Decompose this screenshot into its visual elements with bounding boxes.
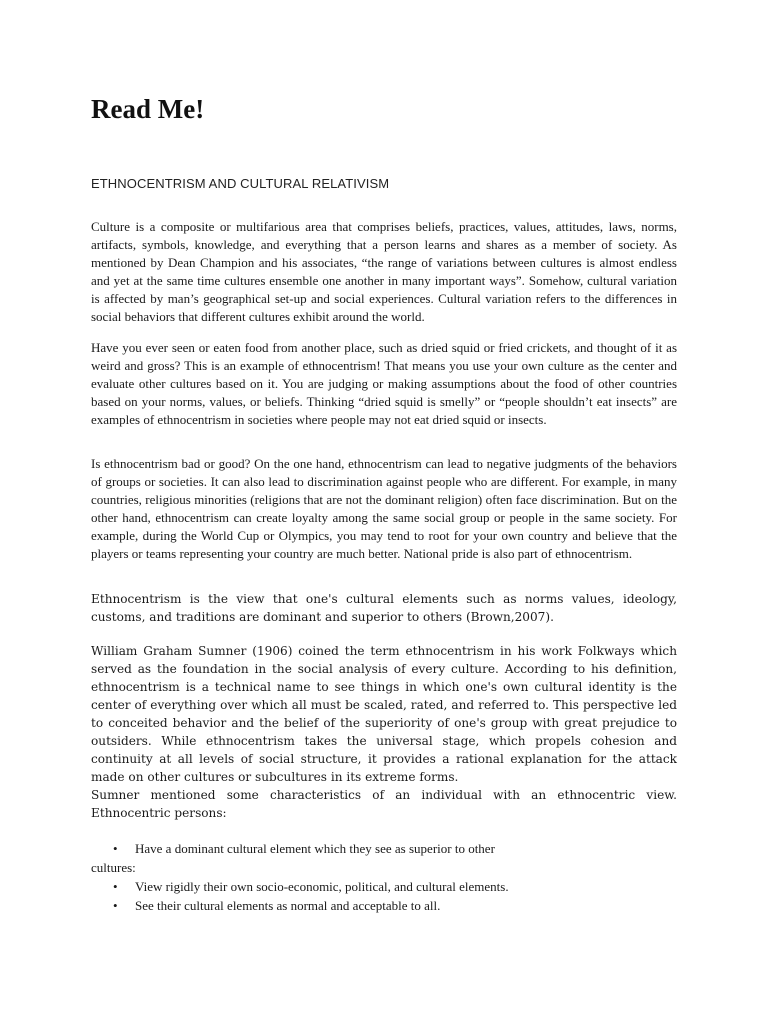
paragraph-definition <box>91 590 677 626</box>
list-item-text: Have a dominant cultural element which they see as superior to other <box>135 841 495 856</box>
paragraph-sumner <box>91 642 677 822</box>
bullet-icon: • <box>113 879 118 894</box>
paragraph-text: Is ethnocentrism bad or good? On the one hand, ethnocentrism can lead to negative judgments of the behaviors of groups or societies. It can also lead to discrimination against people who are different. For example, in many countries, religious minorities (religions that are not the dominant religion) often face discrimination. But on the other hand, ethnocentrism can create loyalty among the same social group or people in the same society. For example, during the World Cup or Olympics, you may tend to root for your own country and believe that the players or teams representing your country are much better. National pride is also part of ethnocentrism. <box>91 456 677 561</box>
bullet-icon: • <box>113 898 118 913</box>
paragraph-food-example <box>91 339 677 429</box>
paragraph-bad-or-good <box>91 455 677 563</box>
bullet-list <box>91 839 677 915</box>
paragraph-text: Ethnocentrism is the view that one's cultural elements such as norms values, ideology, customs, and traditions are dominant and superior to others (Brown,2007). <box>91 592 677 624</box>
list-item <box>91 896 677 915</box>
page-title: Read Me! <box>91 94 205 124</box>
list-item <box>91 877 677 896</box>
list-item <box>91 839 677 858</box>
section-heading: ETHNOCENTRISM AND CULTURAL RELATIVISM <box>91 176 390 191</box>
list-item-text: View rigidly their own socio-economic, political, and cultural elements. <box>135 879 509 894</box>
paragraph-text: Have you ever seen or eaten food from another place, such as dried squid or fried crickets, and thought of it as weird and gross? This is an example of ethnocentrism! That means you use your own culture as the center and evaluate other cultures based on it. You are judging or making assumptions about the food of other countries based on your norms, values, or beliefs. Thinking “dried squid is smelly” or “people shouldn’t eat insects” are examples of ethnocentrism in societies where people may not eat dried squid or insects. <box>91 340 677 427</box>
list-item-continuation <box>91 858 677 877</box>
bullet-icon: • <box>113 841 118 856</box>
paragraph-text: Sumner mentioned some characteristics of an individual with an ethnocentric view. Ethnocentric persons: <box>91 788 677 820</box>
paragraph-text: Culture is a composite or multifarious area that comprises beliefs, practices, values, attitudes, laws, norms, artifacts, symbols, knowledge, and everything that a person learns and shares as a member of society. As mentioned by Dean Champion and his associates, “the range of variations between cultures is almost endless and yet at the same time cultures ensemble one another in many important ways”. Somehow, cultural variation is affected by man’s geographical set-up and social experiences. Cultural variation refers to the differences in social behaviors that different cultures exhibit around the world. <box>91 219 677 324</box>
paragraph-culture <box>91 218 677 326</box>
list-item-text: cultures: <box>91 860 136 875</box>
paragraph-text: William Graham Sumner (1906) coined the term ethnocentrism in his work Folkways which served as the foundation in the social analysis of every culture. According to his definition, ethnocentrism is a technical name to see things in which one's own cultural identity is the center of everything over which all must be scaled, rated, and referred to. This perspective led to conceited behavior and the belief of the superiority of one's group with great prejudice to outsiders. While ethnocentrism takes the universal stage, which propels cohesion and continuity at all levels of social structure, it provides a rational explanation for the attack made on other cultures or subcultures in its extreme forms. <box>91 644 677 784</box>
list-item-text: See their cultural elements as normal and acceptable to all. <box>135 898 441 913</box>
